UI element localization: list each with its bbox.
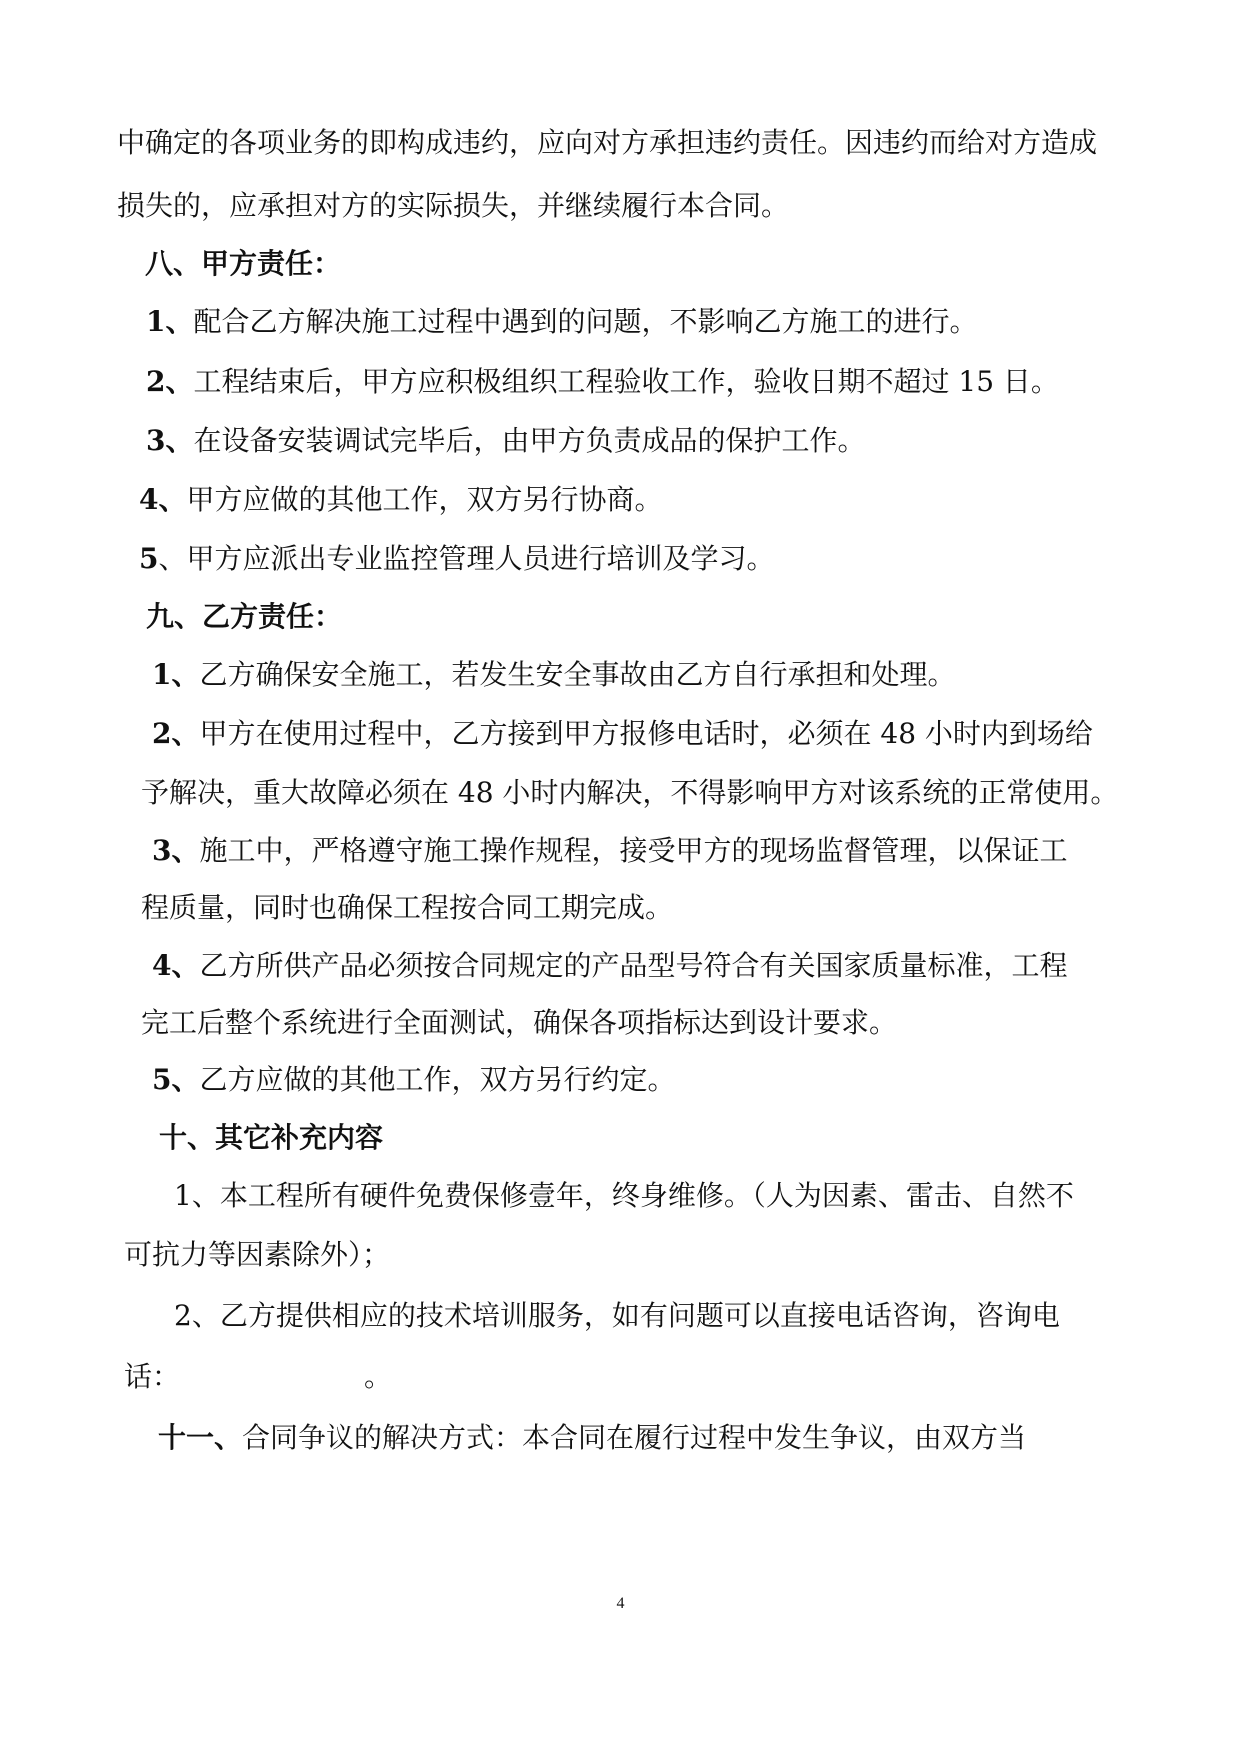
item-text: 在设备安装调试完毕后，由甲方负责成品的保护工作。 [193, 424, 866, 457]
item-text: 甲方应做的其他工作，双方另行协商。 [186, 483, 663, 516]
paragraph-line: 中确定的各项业务的即构成违约，应向对方承担违约责任。因违约而给对方造成 [117, 126, 1098, 159]
paragraph-line: 损失的，应承担对方的实际损失，并继续履行本合同。 [117, 189, 790, 222]
list-item [146, 362, 1059, 402]
item-text: 、甲方应派出专业监控管理人员进行培训及学习。 [158, 542, 775, 575]
paragraph-line: 予解决，重大故障必须在 48 小时内解决，不得影响甲方对该系统的正常使用。 [141, 776, 1119, 809]
item-text: 配合乙方解决施工过程中遇到的问题，不影响乙方施工的进行。 [193, 305, 978, 338]
line-end-punct: 。 [364, 1360, 393, 1393]
list-item [146, 302, 978, 342]
item-number: 3、 [152, 834, 200, 867]
item-number: 2、 [152, 717, 200, 750]
heading-label: 十一、 [158, 1421, 243, 1454]
phone-label: 话： [124, 1360, 181, 1393]
item-text: 乙方所供产品必须按合同规定的产品型号符合有关国家质量标准，工程 [199, 949, 1068, 982]
item-text: 施工中，严格遵守施工操作规程，接受甲方的现场监督管理，以保证工 [199, 834, 1068, 867]
list-item [146, 421, 866, 461]
list-item [152, 946, 1068, 986]
item-text: 工程结束后，甲方应积极组织工程验收工作，验收日期不超过 15 日。 [193, 365, 1059, 398]
paragraph-line: 2、乙方提供相应的技术培训服务，如有问题可以直接电话咨询，咨询电 [174, 1299, 1060, 1332]
item-number: 4、 [139, 483, 187, 516]
section-heading-10: 十、其它补充内容 [159, 1121, 384, 1154]
list-item [152, 831, 1068, 871]
heading-text: 合同争议的解决方式：本合同在履行过程中发生争议，由双方当 [242, 1421, 1027, 1454]
item-number: 1、 [146, 305, 194, 338]
page-number: 4 [616, 1595, 625, 1612]
item-number: 4、 [152, 949, 200, 982]
list-item [152, 714, 1093, 754]
item-number: 5、 [152, 1063, 200, 1096]
list-item [139, 539, 775, 579]
list-item [139, 480, 663, 520]
paragraph-line [124, 1357, 392, 1397]
item-text: 甲方在使用过程中，乙方接到甲方报修电话时，必须在 48 小时内到场给 [199, 717, 1093, 750]
paragraph-line: 完工后整个系统进行全面测试，确保各项指标达到设计要求。 [141, 1006, 898, 1039]
paragraph-line: 1、本工程所有硬件免费保修壹年，终身维修。（人为因素、雷击、自然不 [174, 1179, 1074, 1212]
item-text: 乙方应做的其他工作，双方另行约定。 [199, 1063, 676, 1096]
list-item [152, 1060, 676, 1100]
list-item [152, 655, 956, 695]
item-number: 1、 [152, 658, 200, 691]
paragraph-line: 可抗力等因素除外）； [124, 1238, 391, 1271]
section-heading-11 [158, 1418, 1026, 1458]
paragraph-line: 程质量，同时也确保工程按合同工期完成。 [141, 891, 674, 924]
item-number: 5 [139, 542, 159, 575]
item-number: 3、 [146, 424, 194, 457]
section-heading-9: 九、乙方责任： [146, 600, 343, 633]
item-text: 乙方确保安全施工，若发生安全事故由乙方自行承担和处理。 [199, 658, 956, 691]
item-number: 2、 [146, 365, 194, 398]
section-heading-8: 八、甲方责任： [145, 247, 342, 280]
